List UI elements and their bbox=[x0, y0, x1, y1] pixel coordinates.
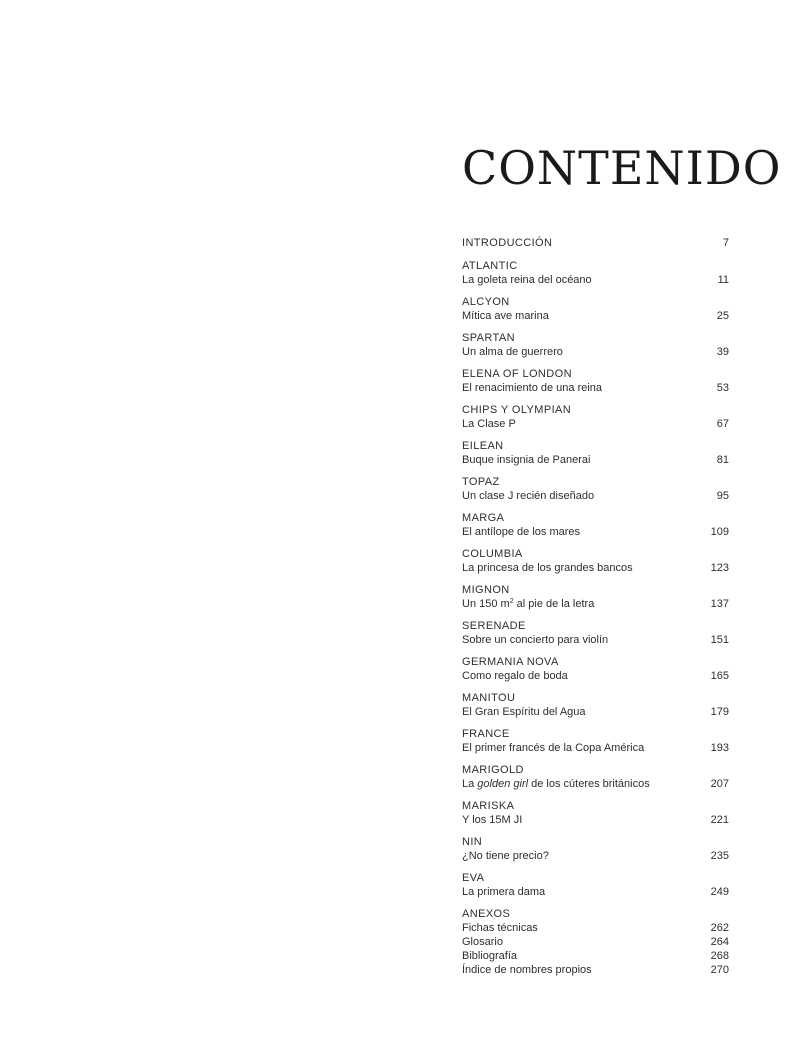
annex-item bbox=[462, 949, 729, 963]
annex-item bbox=[462, 921, 729, 935]
toc-entry-heading: EILEAN bbox=[462, 440, 504, 452]
toc-entry-subtitle: El renacimiento de una reina bbox=[462, 382, 603, 394]
toc-entry bbox=[462, 619, 729, 647]
annex-item-label: Fichas técnicas bbox=[462, 922, 538, 934]
toc-entry-page: 109 bbox=[710, 526, 729, 538]
toc-entry-subtitle: Un clase J recién diseñado bbox=[462, 490, 595, 502]
toc-entry bbox=[462, 403, 729, 431]
toc-entry-heading: EVA bbox=[462, 872, 485, 884]
toc-entry-heading: SPARTAN bbox=[462, 332, 515, 344]
toc-entry bbox=[462, 511, 729, 539]
toc-entry-heading: SERENADE bbox=[462, 620, 526, 632]
annex-item-page: 268 bbox=[710, 950, 729, 962]
toc-entry bbox=[462, 295, 729, 323]
toc-entry-subtitle: Y los 15M JI bbox=[462, 814, 523, 826]
toc-entry bbox=[462, 547, 729, 575]
toc-entry-page: 95 bbox=[716, 490, 729, 502]
toc-entry bbox=[462, 475, 729, 503]
toc-entry-heading: ANEXOS bbox=[462, 908, 511, 920]
toc-entry-page: 11 bbox=[717, 274, 729, 286]
annex-item-label: Bibliografía bbox=[462, 950, 518, 962]
toc-entry bbox=[462, 799, 729, 827]
toc-entry-page: 7 bbox=[722, 237, 729, 249]
toc-entry-subtitle: Buque insignia de Panerai bbox=[462, 454, 591, 466]
toc-entry-page: 221 bbox=[710, 814, 729, 826]
toc-entry bbox=[462, 871, 729, 899]
toc-entry-page: 193 bbox=[710, 742, 729, 754]
toc-entry-heading: MARGA bbox=[462, 512, 505, 524]
annex-item-label: Glosario bbox=[462, 936, 503, 948]
toc-entry bbox=[462, 259, 729, 287]
toc-entry-subtitle: Un alma de guerrero bbox=[462, 346, 563, 358]
toc-entry bbox=[462, 691, 729, 719]
toc-entry-page: 39 bbox=[716, 346, 729, 358]
toc-entry-heading: FRANCE bbox=[462, 728, 510, 740]
toc-entry-heading: GERMANIA NOVA bbox=[462, 656, 559, 668]
toc-entry-page: 165 bbox=[710, 670, 729, 682]
toc-entry-page: 249 bbox=[710, 886, 729, 898]
toc-entry-heading: MIGNON bbox=[462, 584, 510, 596]
toc-entry bbox=[462, 655, 729, 683]
toc-entry-heading: ALCYON bbox=[462, 296, 510, 308]
toc-entry-heading: NIN bbox=[462, 836, 483, 848]
toc-entry-intro bbox=[462, 236, 729, 250]
toc-entry-heading: ATLANTIC bbox=[462, 260, 518, 272]
toc-entry-heading: MARIGOLD bbox=[462, 764, 524, 776]
toc-entry-page: 137 bbox=[710, 598, 729, 610]
page-title: CONTENIDO bbox=[462, 141, 782, 195]
toc-entry-subtitle: Un 150 $m^2$ al pie de la letra bbox=[462, 598, 595, 610]
toc-entry-page: 151 bbox=[710, 634, 729, 646]
toc-entry bbox=[462, 835, 729, 863]
toc-entry-subtitle: El antílope de los mares bbox=[462, 526, 581, 538]
toc-entry-page: 207 bbox=[710, 778, 729, 790]
toc-entry-page: 123 bbox=[710, 562, 729, 574]
toc-entry-page: 25 bbox=[716, 310, 729, 322]
table-of-contents bbox=[462, 140, 782, 976]
toc-entry-subtitle: La Clase P bbox=[462, 418, 516, 430]
annex-item-page: 262 bbox=[710, 922, 729, 934]
toc-entries bbox=[462, 236, 729, 985]
toc-entry-annexes bbox=[462, 907, 729, 977]
toc-entry-heading: INTRODUCCIÓN bbox=[462, 237, 553, 249]
toc-entry bbox=[462, 439, 729, 467]
toc-entry-heading: ELENA OF LONDON bbox=[462, 368, 572, 380]
annex-item-page: 264 bbox=[710, 936, 729, 948]
toc-entry-page: 81 bbox=[716, 454, 729, 466]
toc-entry-subtitle: El primer francés de la Copa América bbox=[462, 742, 645, 754]
toc-entry-subtitle: ¿No tiene precio? bbox=[462, 850, 549, 862]
toc-entry bbox=[462, 583, 729, 611]
toc-entry-heading: COLUMBIA bbox=[462, 548, 523, 560]
toc-entry-subtitle: La princesa de los grandes bancos bbox=[462, 562, 633, 574]
toc-entry bbox=[462, 367, 729, 395]
toc-entry-page: 179 bbox=[710, 706, 729, 718]
toc-entry-heading: TOPAZ bbox=[462, 476, 500, 488]
toc-entry-subtitle: La primera dama bbox=[462, 886, 546, 898]
toc-entry bbox=[462, 727, 729, 755]
toc-entry-subtitle: Mítica ave marina bbox=[462, 310, 549, 322]
annex-item-label: Índice de nombres propios bbox=[462, 964, 592, 976]
toc-entry-page: 235 bbox=[710, 850, 729, 862]
toc-entry-subtitle: La goleta reina del océano bbox=[462, 274, 592, 286]
toc-entry bbox=[462, 331, 729, 359]
annex-item bbox=[462, 935, 729, 949]
toc-entry bbox=[462, 763, 729, 791]
toc-entry-page: 67 bbox=[716, 418, 729, 430]
toc-entry-subtitle: Sobre un concierto para violín bbox=[462, 634, 609, 646]
toc-entry-subtitle: Como regalo de boda bbox=[462, 670, 568, 682]
annex-item-page: 270 bbox=[710, 964, 729, 976]
toc-entry-heading: MARISKA bbox=[462, 800, 515, 812]
toc-entry-subtitle: El Gran Espíritu del Agua bbox=[462, 706, 586, 718]
annex-item bbox=[462, 963, 729, 977]
toc-entry-heading: CHIPS Y OLYMPIAN bbox=[462, 404, 572, 416]
toc-entry-page: 53 bbox=[716, 382, 729, 394]
toc-entry-heading: MANITOU bbox=[462, 692, 516, 704]
toc-entry-subtitle: La golden girl de los cúteres británicos bbox=[462, 778, 650, 790]
